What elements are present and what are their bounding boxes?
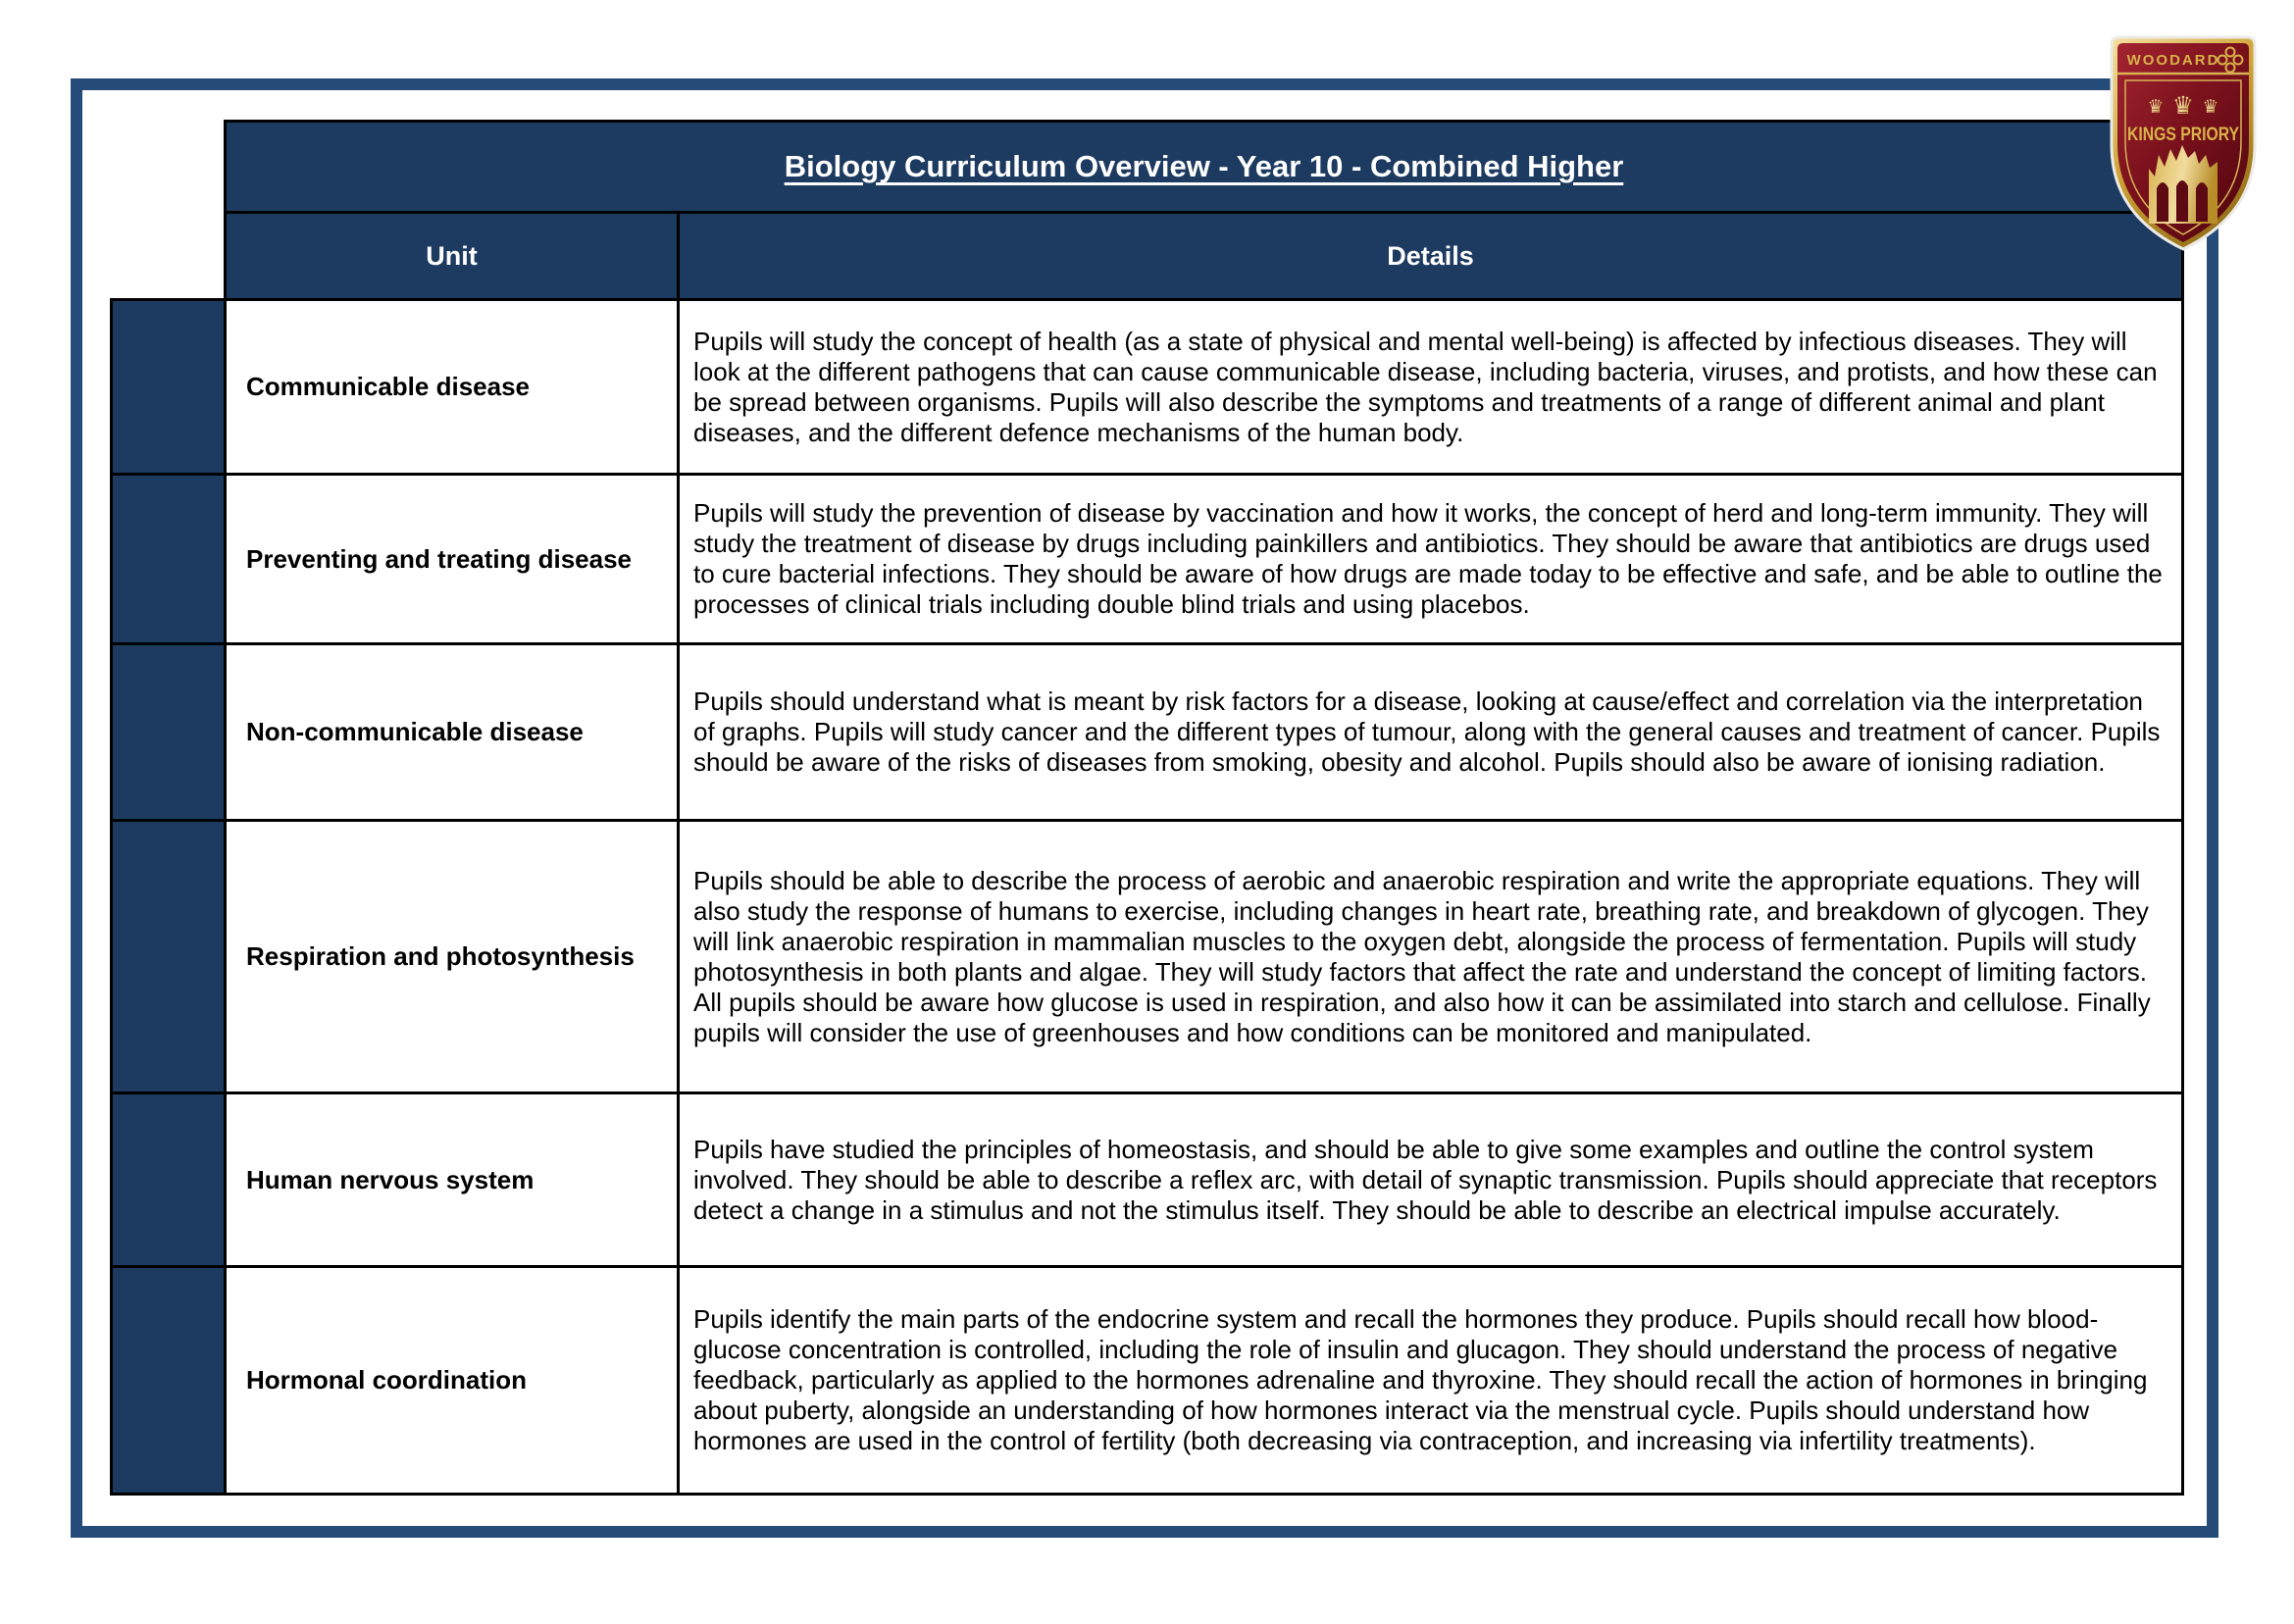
- details-cell: Pupils identify the main parts of the endocrine system and recall the hormones they produce. Pupils should recall how blood-glucose concentration is controlled, including the role of insulin and glucagon. They should understand the process of negative feedback, particularly as applied to the hormones adrenaline and thyroxine. They should recall the action of hormones in bringing about puberty, alongside an understanding of how hormones interact via the menstrual cycle. Pupils should understand how hormones are used in the control of fertility (both decreasing via contraception, and increasing via infertility treatments).: [679, 1267, 2183, 1495]
- header-row: [112, 213, 2183, 300]
- svg-text:♛: ♛: [2147, 96, 2165, 118]
- unit-color-cell: [112, 300, 226, 475]
- details-cell: Pupils have studied the principles of homeostasis, and should be able to give some examples and outline the control system involved. They should be able to describe a reflex arc, with detail of synaptic transmission. Pupils should appreciate that receptors detect a change in a stimulus and not the stimulus itself. They should be able to describe an electrical impulse accurately.: [679, 1093, 2183, 1267]
- unit-cell: Human nervous system: [226, 1093, 679, 1267]
- unit-color-cell: [112, 475, 226, 644]
- page-title: Biology Curriculum Overview - Year 10 - Combined Higher: [226, 122, 2183, 213]
- details-cell: Pupils will study the concept of health (as a state of physical and mental well-being) is affected by infectious diseases. They will look at the different pathogens that can cause communicable disease, including bacteria, viruses, and protists, and how these can be spread between organisms. Pupils will also describe the symptoms and treatments of a range of different animal and plant diseases, and the different defence mechanisms of the human body.: [679, 300, 2183, 475]
- title-row: [112, 122, 2183, 213]
- table-row: [112, 475, 2183, 644]
- unit-cell: Non-communicable disease: [226, 644, 679, 821]
- school-crest: [2102, 29, 2265, 255]
- unit-color-cell: [112, 644, 226, 821]
- table-row: [112, 300, 2183, 475]
- unit-cell: Communicable disease: [226, 300, 679, 475]
- column-header-details: Details: [679, 213, 2183, 300]
- table-row: [112, 644, 2183, 821]
- unit-cell: Hormonal coordination: [226, 1267, 679, 1495]
- unit-color-cell: [112, 821, 226, 1093]
- crest-woodard-label: WOODARD: [2126, 52, 2220, 69]
- column-header-unit: Unit: [226, 213, 679, 300]
- table-row: [112, 821, 2183, 1093]
- curriculum-rows: [112, 300, 2183, 1495]
- details-cell: Pupils will study the prevention of disease by vaccination and how it works, the concept of herd and long-term immunity. They will study the treatment of disease by drugs including painkillers and antibiotics. They should be aware that antibiotics are drugs used to cure bacterial infections. They should be aware of how drugs are made today to be effective and safe, and be able to outline the processes of clinical trials including double blind trials and using placebos.: [679, 475, 2183, 644]
- table-row: [112, 1093, 2183, 1267]
- crowns-icon: [2147, 91, 2218, 120]
- crest-school-name: KINGS PRIORY: [2127, 125, 2240, 145]
- details-cell: Pupils should understand what is meant by risk factors for a disease, looking at cause/effect and correlation via the interpretation of graphs. Pupils will study cancer and the different types of tumour, along with the general causes and treatment of cancer. Pupils should be aware of the risks of diseases from smoking, obesity and alcohol. Pupils should also be aware of ionising radiation.: [679, 644, 2183, 821]
- unit-cell: Preventing and treating disease: [226, 475, 679, 644]
- table-row: [112, 1267, 2183, 1495]
- unit-cell: Respiration and photosynthesis: [226, 821, 679, 1093]
- details-cell: Pupils should be able to describe the process of aerobic and anaerobic respiration and write the appropriate equations. They will also study the response of humans to exercise, including changes in heart rate, breathing rate, and breakdown of glycogen. They will link anaerobic respiration in mammalian muscles to the oxygen debt, alongside the process of fermentation. Pupils will study photosynthesis in both plants and algae. They will study factors that affect the rate and understand the concept of limiting factors. All pupils should be aware how glucose is used in respiration, and also how it can be assimilated into starch and cellulose. Finally pupils will consider the use of greenhouses and how conditions can be monitored and manipulated.: [679, 821, 2183, 1093]
- svg-text:♛: ♛: [2171, 91, 2195, 120]
- svg-text:♛: ♛: [2202, 96, 2219, 118]
- curriculum-table: [110, 120, 2184, 1496]
- title-row-gap: [112, 122, 226, 213]
- unit-color-cell: [112, 1267, 226, 1495]
- unit-color-cell: [112, 1093, 226, 1267]
- header-row-gap: [112, 213, 226, 300]
